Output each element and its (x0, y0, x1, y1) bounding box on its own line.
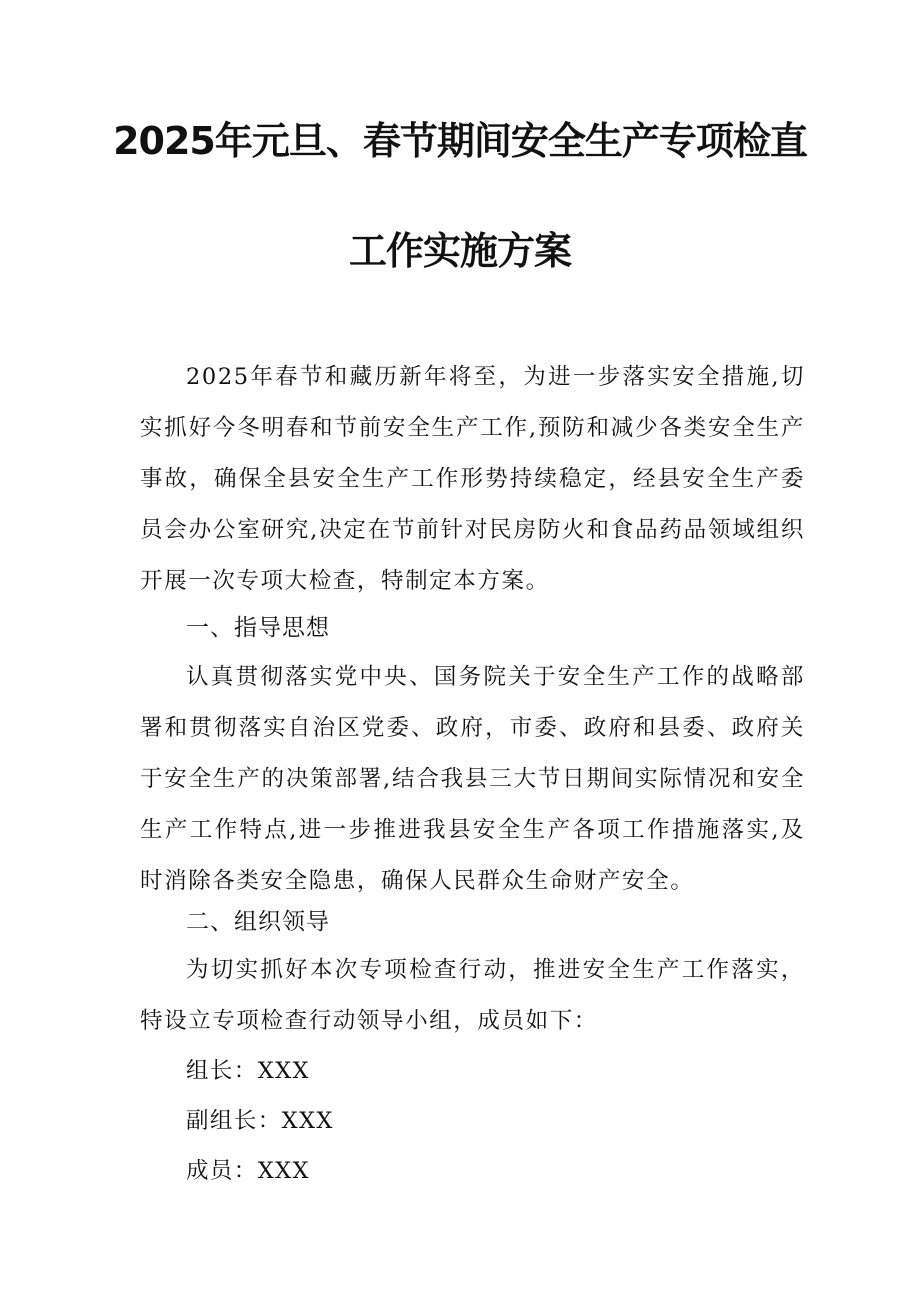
member-leader: 组长：XXX (186, 1058, 310, 1084)
section-heading-guiding-ideology: 一、指导思想 (186, 615, 330, 641)
intro-paragraph: 2025年春节和藏历新年将至，为进一步落实安全措施,切实抓好今冬明春和节前安全生产工作,预防和减少各类安全生产事故，确保全县安全生产工作形势持续稳定，经县安全生产委员会办公室研究,决定在节前针对民房防火和食品药品领域组织开展一次专项大检查，特制定本方案。 (140, 364, 805, 594)
member-deputy-leader: 副组长：XXX (186, 1108, 334, 1134)
section-body-organization: 为切实抓好本次专项检查行动，推进安全生产工作落实，特设立专项检查行动领导小组，成员如下： (140, 957, 805, 1034)
member-members: 成员：XXX (186, 1158, 310, 1184)
section-body-guiding-ideology: 认真贯彻落实党中央、国务院关于安全生产工作的战略部署和贯彻落实自治区党委、政府，市委、政府和县委、政府关于安全生产的决策部署,结合我县三大节日期间实际情况和安全生产工作特点,进一步推进我县安全生产各项工作措施落实,及时消除各类安全隐患，确保人民群众生命财产安全。 (140, 664, 805, 894)
document-title-line-2: 工作实施方案 (348, 229, 571, 273)
section-heading-organization: 二、组织领导 (186, 909, 330, 935)
document-title-line-1: 2025年元旦、春节期间安全生产专项检直 (113, 119, 807, 163)
